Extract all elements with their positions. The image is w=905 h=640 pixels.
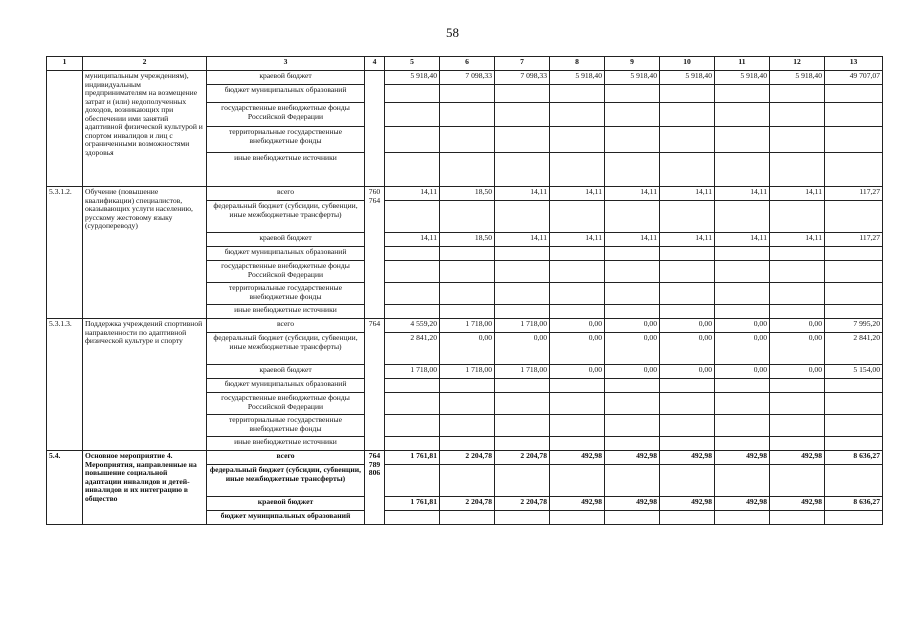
funding-source: государственные внебюджетные фонды Российской Федерации [207, 103, 365, 127]
value-cell: 492,98 [550, 451, 605, 465]
value-cell: 14,11 [550, 233, 605, 247]
value-cell [660, 415, 715, 437]
funding-source: бюджет муниципальных образований [207, 379, 365, 393]
value-cell: 14,11 [550, 187, 605, 201]
funding-source: иные внебюджетные источники [207, 153, 365, 187]
value-cell [825, 379, 883, 393]
funding-source: федеральный бюджет (субсидии, субвенции, иные межбюджетные трансферты) [207, 465, 365, 497]
value-cell [660, 437, 715, 451]
value-cell [715, 437, 770, 451]
value-cell: 0,00 [550, 333, 605, 365]
value-cell: 14,11 [385, 187, 440, 201]
value-cell: 14,11 [605, 233, 660, 247]
column-header-6: 6 [440, 57, 495, 71]
value-cell [605, 283, 660, 305]
value-cell [825, 437, 883, 451]
value-cell [715, 153, 770, 187]
value-cell [715, 393, 770, 415]
value-cell [495, 379, 550, 393]
value-cell [715, 283, 770, 305]
value-cell [385, 261, 440, 283]
value-cell [495, 85, 550, 103]
value-cell [605, 127, 660, 153]
funding-source: государственные внебюджетные фонды Российской Федерации [207, 261, 365, 283]
measure-name: Обучение (повышение квалификации) специалистов, оказывающих услуги населению, русскому жестовому языку (сурдопереводу) [83, 187, 207, 319]
value-cell: 2 204,78 [495, 497, 550, 511]
value-cell [770, 201, 825, 233]
value-cell [770, 415, 825, 437]
value-cell: 2 841,20 [385, 333, 440, 365]
row-code [47, 71, 83, 187]
column-header-4: 4 [365, 57, 385, 71]
value-cell: 0,00 [550, 365, 605, 379]
value-cell [440, 85, 495, 103]
value-cell: 2 204,78 [440, 451, 495, 465]
value-cell [440, 379, 495, 393]
value-cell: 0,00 [715, 333, 770, 365]
page-number: 58 [446, 25, 459, 40]
value-cell: 14,11 [660, 187, 715, 201]
value-cell [385, 511, 440, 525]
value-cell [605, 201, 660, 233]
value-cell [660, 103, 715, 127]
value-cell [715, 465, 770, 497]
value-cell [770, 379, 825, 393]
value-cell [825, 305, 883, 319]
value-cell: 14,11 [495, 187, 550, 201]
value-cell [770, 153, 825, 187]
value-cell [385, 201, 440, 233]
value-cell [605, 465, 660, 497]
value-cell: 492,98 [715, 497, 770, 511]
value-cell: 8 636,27 [825, 497, 883, 511]
value-cell [440, 261, 495, 283]
value-cell: 492,98 [770, 497, 825, 511]
value-cell [605, 261, 660, 283]
value-cell: 0,00 [770, 333, 825, 365]
value-cell [660, 261, 715, 283]
value-cell [550, 305, 605, 319]
value-cell [495, 437, 550, 451]
funding-source: территориальные государственные внебюджетные фонды [207, 283, 365, 305]
value-cell: 492,98 [605, 451, 660, 465]
value-cell [825, 127, 883, 153]
funding-source: иные внебюджетные источники [207, 305, 365, 319]
value-cell: 7 995,20 [825, 319, 883, 333]
value-cell [605, 379, 660, 393]
value-cell [495, 465, 550, 497]
funding-source: территориальные государственные внебюджетные фонды [207, 127, 365, 153]
value-cell [825, 415, 883, 437]
value-cell: 14,11 [495, 233, 550, 247]
value-cell [770, 85, 825, 103]
value-cell [495, 415, 550, 437]
funding-source: всего [207, 187, 365, 201]
value-cell [550, 465, 605, 497]
value-cell [550, 437, 605, 451]
value-cell [770, 465, 825, 497]
value-cell [715, 415, 770, 437]
value-cell: 18,50 [440, 233, 495, 247]
value-cell: 0,00 [440, 333, 495, 365]
value-cell [440, 305, 495, 319]
value-cell: 14,11 [385, 233, 440, 247]
value-cell: 49 707,07 [825, 71, 883, 85]
funding-source: краевой бюджет [207, 365, 365, 379]
value-cell: 1 718,00 [385, 365, 440, 379]
value-cell [440, 415, 495, 437]
value-cell [770, 305, 825, 319]
value-cell [385, 437, 440, 451]
value-cell: 492,98 [715, 451, 770, 465]
funding-source: краевой бюджет [207, 497, 365, 511]
value-cell [550, 153, 605, 187]
value-cell: 1 718,00 [495, 319, 550, 333]
value-cell [495, 201, 550, 233]
value-cell [440, 127, 495, 153]
value-cell [440, 511, 495, 525]
value-cell [605, 511, 660, 525]
value-cell: 14,11 [715, 187, 770, 201]
value-cell [770, 261, 825, 283]
value-cell [550, 393, 605, 415]
value-cell: 117,27 [825, 233, 883, 247]
value-cell [660, 379, 715, 393]
value-cell: 14,11 [770, 233, 825, 247]
value-cell [605, 393, 660, 415]
column-header-1: 1 [47, 57, 83, 71]
value-cell: 0,00 [660, 365, 715, 379]
value-cell [770, 393, 825, 415]
value-cell [495, 247, 550, 261]
value-cell [715, 103, 770, 127]
column-header-2: 2 [83, 57, 207, 71]
row-code: 5.3.1.3. [47, 319, 83, 451]
value-cell: 0,00 [660, 319, 715, 333]
column-header-12: 12 [770, 57, 825, 71]
value-cell [825, 201, 883, 233]
value-cell [715, 261, 770, 283]
value-cell [495, 103, 550, 127]
value-cell [495, 261, 550, 283]
value-cell: 14,11 [715, 233, 770, 247]
value-cell [440, 103, 495, 127]
grbs-code: 764 789 806 [365, 451, 385, 525]
column-header-11: 11 [715, 57, 770, 71]
value-cell [715, 247, 770, 261]
table-row [47, 71, 883, 85]
value-cell: 0,00 [495, 333, 550, 365]
value-cell [440, 437, 495, 451]
value-cell: 5 918,40 [385, 71, 440, 85]
value-cell [550, 283, 605, 305]
value-cell [660, 393, 715, 415]
value-cell [825, 103, 883, 127]
value-cell [715, 305, 770, 319]
value-cell: 0,00 [770, 319, 825, 333]
value-cell [660, 247, 715, 261]
column-header-5: 5 [385, 57, 440, 71]
value-cell [715, 511, 770, 525]
value-cell: 5 918,40 [715, 71, 770, 85]
value-cell [825, 247, 883, 261]
value-cell [385, 85, 440, 103]
value-cell: 8 636,27 [825, 451, 883, 465]
value-cell [605, 305, 660, 319]
value-cell: 2 841,20 [825, 333, 883, 365]
value-cell [385, 379, 440, 393]
value-cell [550, 415, 605, 437]
funding-source: бюджет муниципальных образований [207, 247, 365, 261]
value-cell [495, 127, 550, 153]
value-cell [495, 283, 550, 305]
table-header [47, 57, 883, 71]
value-cell [715, 85, 770, 103]
value-cell: 18,50 [440, 187, 495, 201]
grbs-code: 760 764 [365, 187, 385, 319]
funding-source: федеральный бюджет (субсидии, субвенции, иные межбюджетные трансферты) [207, 333, 365, 365]
row-code: 5.4. [47, 451, 83, 525]
value-cell [715, 379, 770, 393]
value-cell [825, 465, 883, 497]
value-cell: 1 761,81 [385, 451, 440, 465]
budget-table [46, 56, 883, 525]
value-cell [385, 393, 440, 415]
value-cell [440, 283, 495, 305]
table-row [47, 319, 883, 333]
table-body [47, 71, 883, 525]
funding-source: федеральный бюджет (субсидии, субвенции, иные межбюджетные трансферты) [207, 201, 365, 233]
value-cell: 14,11 [660, 233, 715, 247]
value-cell [550, 511, 605, 525]
value-cell: 5 918,40 [605, 71, 660, 85]
value-cell: 5 918,40 [770, 71, 825, 85]
value-cell: 14,11 [605, 187, 660, 201]
column-header-9: 9 [605, 57, 660, 71]
value-cell: 0,00 [660, 333, 715, 365]
value-cell [825, 511, 883, 525]
value-cell: 492,98 [550, 497, 605, 511]
value-cell: 0,00 [550, 319, 605, 333]
funding-source: государственные внебюджетные фонды Российской Федерации [207, 393, 365, 415]
value-cell: 7 098,33 [440, 71, 495, 85]
value-cell [825, 261, 883, 283]
funding-source: краевой бюджет [207, 71, 365, 85]
value-cell [825, 393, 883, 415]
value-cell [660, 201, 715, 233]
value-cell [495, 305, 550, 319]
value-cell: 4 559,20 [385, 319, 440, 333]
value-cell [715, 127, 770, 153]
grbs-code [365, 71, 385, 187]
value-cell [440, 465, 495, 497]
value-cell [770, 103, 825, 127]
value-cell [440, 201, 495, 233]
value-cell: 5 918,40 [660, 71, 715, 85]
value-cell [660, 127, 715, 153]
value-cell: 492,98 [660, 497, 715, 511]
value-cell: 0,00 [605, 319, 660, 333]
value-cell [605, 153, 660, 187]
value-cell [550, 103, 605, 127]
value-cell [770, 437, 825, 451]
value-cell [605, 415, 660, 437]
value-cell [440, 153, 495, 187]
funding-source: всего [207, 451, 365, 465]
funding-source: территориальные государственные внебюджетные фонды [207, 415, 365, 437]
value-cell: 2 204,78 [495, 451, 550, 465]
value-cell: 117,27 [825, 187, 883, 201]
value-cell [825, 153, 883, 187]
row-code: 5.3.1.2. [47, 187, 83, 319]
value-cell [660, 153, 715, 187]
value-cell: 0,00 [715, 319, 770, 333]
value-cell [495, 511, 550, 525]
value-cell: 1 718,00 [495, 365, 550, 379]
value-cell [605, 437, 660, 451]
funding-source: бюджет муниципальных образований [207, 85, 365, 103]
value-cell [385, 415, 440, 437]
value-cell: 0,00 [605, 365, 660, 379]
value-cell [825, 283, 883, 305]
value-cell: 5 154,00 [825, 365, 883, 379]
value-cell: 2 204,78 [440, 497, 495, 511]
value-cell [385, 283, 440, 305]
value-cell: 14,11 [770, 187, 825, 201]
value-cell [495, 153, 550, 187]
value-cell [550, 127, 605, 153]
value-cell [440, 393, 495, 415]
table-row [47, 187, 883, 201]
value-cell [385, 127, 440, 153]
value-cell: 1 718,00 [440, 365, 495, 379]
value-cell [550, 201, 605, 233]
value-cell: 7 098,33 [495, 71, 550, 85]
value-cell [385, 103, 440, 127]
value-cell [385, 465, 440, 497]
value-cell [385, 153, 440, 187]
value-cell [770, 127, 825, 153]
value-cell: 1 761,81 [385, 497, 440, 511]
value-cell [550, 261, 605, 283]
value-cell [660, 511, 715, 525]
value-cell [385, 305, 440, 319]
funding-source: иные внебюджетные источники [207, 437, 365, 451]
value-cell: 1 718,00 [440, 319, 495, 333]
value-cell [715, 201, 770, 233]
value-cell: 0,00 [770, 365, 825, 379]
funding-source: бюджет муниципальных образований [207, 511, 365, 525]
value-cell [660, 85, 715, 103]
funding-source: всего [207, 319, 365, 333]
grbs-code: 764 [365, 319, 385, 451]
value-cell: 0,00 [715, 365, 770, 379]
value-cell [440, 247, 495, 261]
column-header-7: 7 [495, 57, 550, 71]
value-cell [770, 511, 825, 525]
value-cell [385, 247, 440, 261]
column-header-3: 3 [207, 57, 365, 71]
value-cell [605, 85, 660, 103]
value-cell: 492,98 [770, 451, 825, 465]
value-cell [495, 393, 550, 415]
column-header-8: 8 [550, 57, 605, 71]
value-cell [660, 283, 715, 305]
value-cell [605, 247, 660, 261]
value-cell: 492,98 [660, 451, 715, 465]
value-cell [825, 85, 883, 103]
value-cell: 0,00 [605, 333, 660, 365]
measure-name: Поддержка учреждений спортивной направленности по адаптивной физической культуре и спорту [83, 319, 207, 451]
measure-name: муниципальным учреждениям), индивидуальным предпринимателям на возмещение затрат и (или) недополученных доходов, возникающих при обеспечении ими занятий адаптивной физической культурой и спортом инвалидов и лиц с ограниченными возможностями здоровья [83, 71, 207, 187]
value-cell: 5 918,40 [550, 71, 605, 85]
measure-name: Основное мероприятие 4. Мероприятия, направленные на повышение социальной адаптации инвалидов и детей-инвалидов и их интеграцию в общество [83, 451, 207, 525]
funding-source: краевой бюджет [207, 233, 365, 247]
table-row [47, 451, 883, 465]
value-cell [770, 247, 825, 261]
value-cell [660, 305, 715, 319]
value-cell [550, 247, 605, 261]
value-cell: 492,98 [605, 497, 660, 511]
value-cell [550, 85, 605, 103]
value-cell [550, 379, 605, 393]
value-cell [660, 465, 715, 497]
value-cell [770, 283, 825, 305]
column-header-10: 10 [660, 57, 715, 71]
column-header-13: 13 [825, 57, 883, 71]
value-cell [605, 103, 660, 127]
